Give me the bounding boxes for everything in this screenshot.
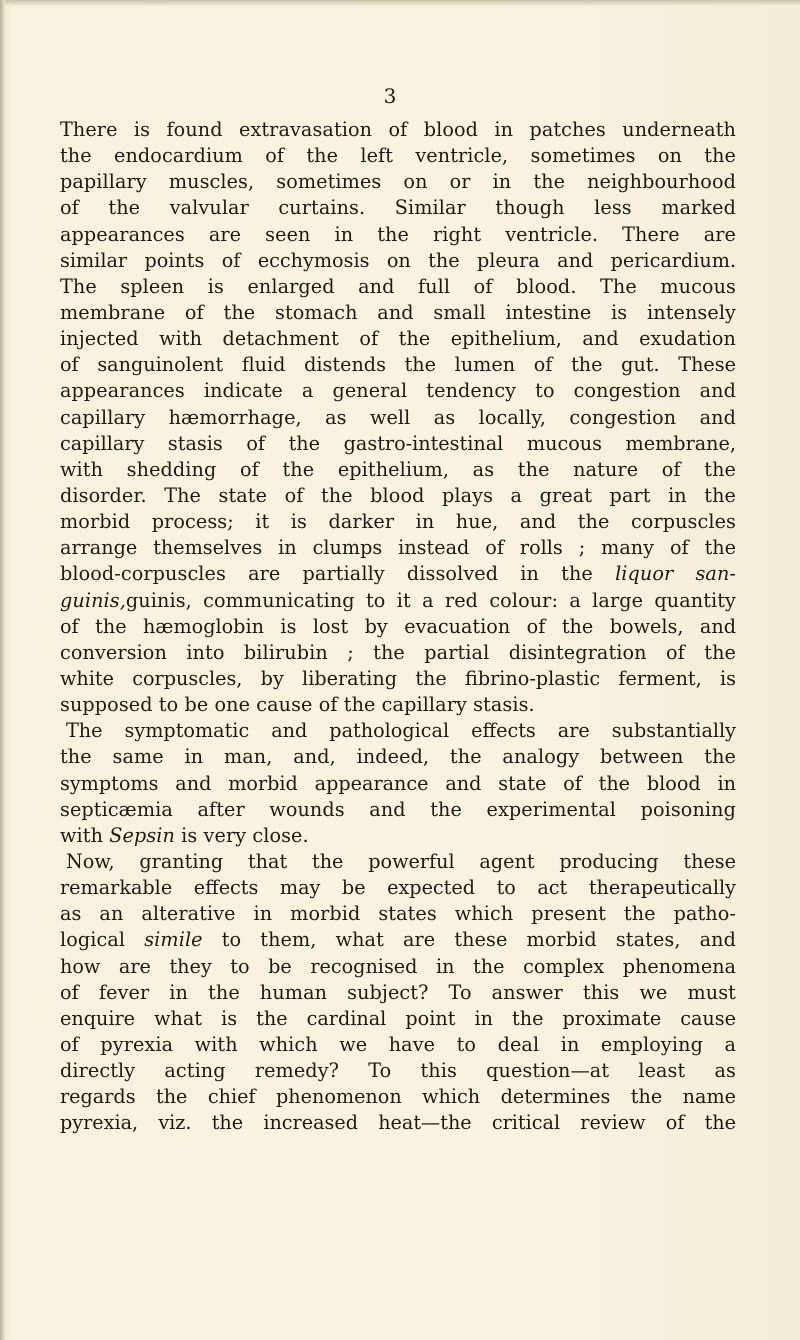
text-line: as an alterative in morbid states which present the patho- <box>60 902 736 926</box>
text-line: the same in man, and, indeed, the analogy between the <box>60 745 736 769</box>
text-line: Now, granting that the powerful agent producing these <box>66 849 736 873</box>
text-line: directly acting remedy? To this question—at least as <box>60 1059 736 1083</box>
text-segment: is very close. <box>181 823 309 847</box>
text-line-mixed <box>60 823 736 849</box>
text-line: of the hæmoglobin is lost by evacuation of the bowels, and <box>60 614 736 638</box>
page-binding-edge <box>0 0 5 1340</box>
text-line: enquire what is the cardinal point in the proximate cause <box>60 1006 736 1030</box>
text-line-mixed <box>60 561 736 587</box>
text-segment: logical <box>60 928 126 952</box>
text-line: septicæmia after wounds and the experimental poisoning <box>60 797 736 821</box>
text-line: supposed to be one cause of the capillary stasis. <box>60 693 535 717</box>
text-line-mixed <box>60 588 736 614</box>
text-line: arrange themselves in clumps instead of rolls ; many of the <box>60 536 736 560</box>
text-line: similar points of ecchymosis on the pleura and pericardium. <box>60 248 736 272</box>
text-line: The spleen is enlarged and full of blood. The mucous <box>60 274 736 298</box>
text-line: regards the chief phenomenon which determines the name <box>60 1085 736 1109</box>
text-segment: with <box>60 823 104 847</box>
text-segment: to them, what are these morbid states, and <box>221 928 737 952</box>
italic-phrase-sanguinis: guinis, <box>60 588 126 612</box>
text-line: how are they to be recognised in the complex phenomena <box>60 954 736 978</box>
text-line: the endocardium of the left ventricle, sometimes on the <box>60 144 736 168</box>
page-number: 3 <box>383 84 397 108</box>
text-line: injected with detachment of the epithelium, and exudation <box>60 327 736 351</box>
text-segment: guinis, communicating to it a red colour: a large quantity <box>125 588 736 612</box>
text-line: capillary stasis of the gastro-intestinal mucous membrane, <box>60 431 736 455</box>
text-line: white corpuscles, by liberating the fibrino-plastic ferment, is <box>60 666 736 690</box>
italic-word-sepsin: Sepsin <box>109 823 175 847</box>
text-line: pyrexia, viz. the increased heat—the critical review of the <box>60 1111 736 1135</box>
italic-phrase-liquor: liquor san- <box>615 562 737 586</box>
text-line: of the valvular curtains. Similar though less marked <box>60 196 736 220</box>
page-top-edge <box>0 0 800 6</box>
body-text <box>60 117 736 1136</box>
text-line-mixed <box>60 927 736 953</box>
text-line: of fever in the human subject? To answer this we must <box>60 980 736 1004</box>
text-line: conversion into bilirubin ; the partial disintegration of the <box>60 640 736 664</box>
text-segment: blood-corpuscles are partially dissolved in the <box>60 562 593 586</box>
text-line: disorder. The state of the blood plays a great part in the <box>60 483 736 507</box>
text-line: symptoms and morbid appearance and state of the blood in <box>60 771 736 795</box>
text-line: papillary muscles, sometimes on or in the neighbourhood <box>60 170 736 194</box>
text-line: remarkable effects may be expected to act therapeutically <box>60 876 736 900</box>
text-line: with shedding of the epithelium, as the nature of the <box>60 457 736 481</box>
text-line: of pyrexia with which we have to deal in employing a <box>60 1032 736 1056</box>
text-line: membrane of the stomach and small intestine is intensely <box>60 300 736 324</box>
text-line: There is found extravasation of blood in patches underneath <box>60 118 736 141</box>
text-line: of sanguinolent fluid distends the lumen of the gut. These <box>60 353 736 377</box>
text-line: appearances are seen in the right ventricle. There are <box>60 222 736 246</box>
italic-word-simile: simile <box>144 928 203 952</box>
text-line: The symptomatic and pathological effects are substantially <box>66 719 736 743</box>
text-line: appearances indicate a general tendency to congestion and <box>60 379 736 403</box>
text-line: capillary hæmorrhage, as well as locally, congestion and <box>60 405 736 429</box>
text-line: morbid process; it is darker in hue, and the corpuscles <box>60 510 736 534</box>
